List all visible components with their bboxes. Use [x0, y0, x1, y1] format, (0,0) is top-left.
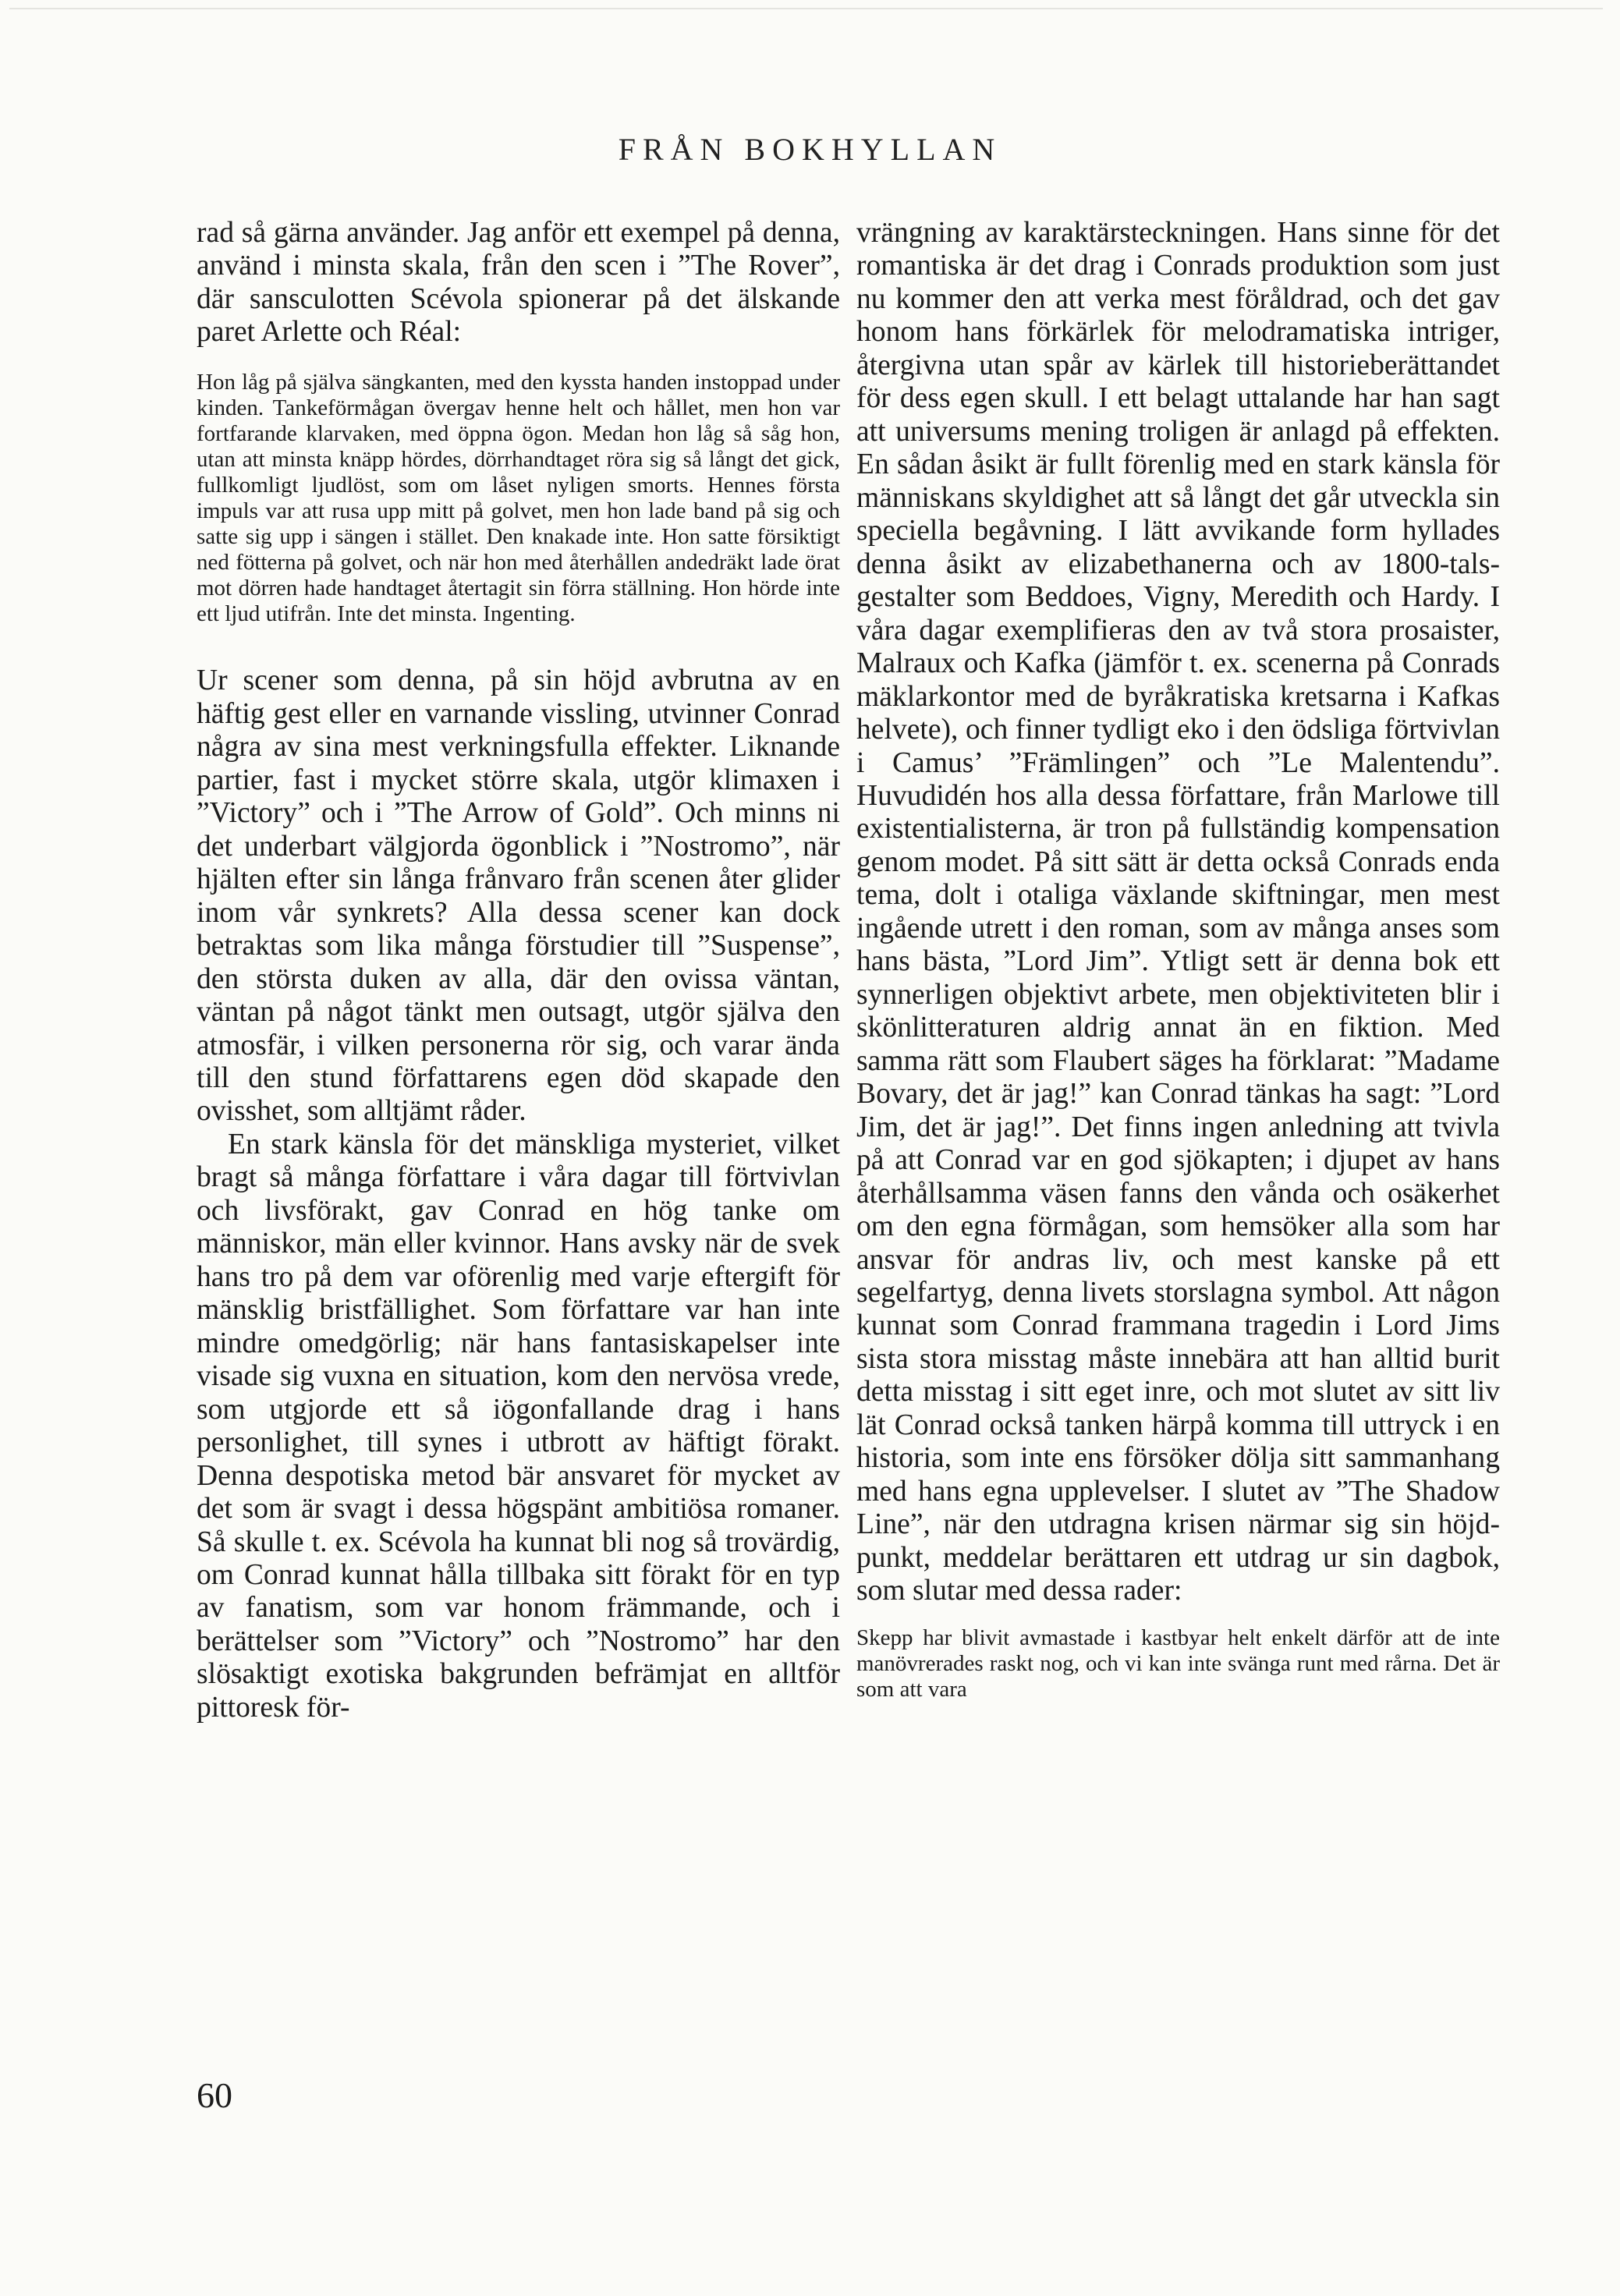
body-paragraph: rad så gärna använder. Jag anför ett exempel på denna, använd i minsta skala, från den scen i ”The Rover”, där sansculotten Scévola spionerar på det älskande paret Arlette och Réal:	[197, 217, 840, 349]
body-paragraph: vrängning av karaktärsteckningen. Hans sinne för det romantiska är det drag i Conrads produktion som just nu kommer den att verka mest föråldrad, och det gav honom hans förkärlek för melodramatiska intriger, återgivna utan spår av kärlek till historieberättandet för dess egen skull. I ett belagt uttalande har han sagt att universums mening troligen är anlagd på effekten. En sådan åsikt är fullt förenlig med en stark känsla för människans skyldighet att så långt det går utveckla sin speciella begåvning. I lätt avvikande form hyllades denna åsikt av elizabethanerna och av 1800-talsgestalter som Beddoes, Vigny, Meredith och Hardy. I våra dagar exemplifieras den av två stora prosaister, Malraux och Kafka (jämför t. ex. scenerna på Conrads mäklarkontor med de byråkratiska kretsarna i Kafkas helvete), och finner tydligt eko i den ödsliga förtvivlan i Camus’ ”Främlingen” och ”Le Malentendu”. Huvudidén hos alla dessa författare, från Marlowe till existentialisterna, är tron på fullständig kompensation genom modet. På sitt sätt är detta också Conrads enda tema, dolt i otaliga växlande skiftningar, men mest ingående utrett i den roman, som av många anses som hans bästa, ”Lord Jim”. Ytligt sett är denna bok ett synnerligen objektivt arbete, men objektiviteten blir i skönlitteraturen aldrig annat än en fiktion. Med samma rätt som Flaubert säges ha förklarat: ”Madame Bovary, det är jag!” kan Conrad tänkas ha sagt: ”Lord Jim, det är jag!”. Det finns ingen anledning att tvivla på att Conrad var en god sjökapten; i djupet av hans återhållsamma väsen fanns den vånda och osäkerhet om den egna förmågan, som hemsöker alla som har ansvar för andras liv, och mest kanske på ett segelfartyg, denna livets storslagna symbol. Att någon kunnat som Conrad frammana tragedin i Lord Jims sista stora misstag måste innebära att han alltid burit detta misstag i sitt eget inre, och mot slutet av sitt liv lät Conrad också tanken härpå komma till uttryck i en historia, som inte ens försöker dölja sitt sammanhang med hans egna upplevelser. I slutet av ”The Shadow Line”, när den utdragna krisen närmar sig sin höjdpunkt, meddelar berättaren ett utdrag ur sin dagbok, som slutar med dessa rader:	[856, 217, 1500, 1607]
running-title: FRÅN BOKHYLLAN	[618, 132, 1002, 167]
page-number: 60	[197, 2075, 232, 2115]
page-edge	[9, 8, 1603, 9]
body-paragraph: En stark känsla för det mänskliga mysteriet, vilket bragt så många författare i våra dagar till förtvivlan och livsförakt, gav Conrad en hög tanke om människor, män eller kvinnor. Hans avsky när de svek hans tro på dem var oförenlig med varje eftergift för mänsklig bristfällighet. Som författare var han inte mindre omedgörlig; när hans fantasiskapelser inte visade sig vuxna en situation, kom den nervösa vrede, som utgjorde ett så iögonfallande drag i hans personlighet, till synes i utbrott av häftigt förakt. Denna despotiska metod bär ansvaret för mycket av det som är svagt i dessa högspänt ambitiösa romaner. Så skulle t. ex. Scévola ha kunnat bli nog så trovärdig, om Conrad kunnat hålla tillbaka sitt förakt för en typ av fanatism, som var honom främmande, och i berättelser som ”Victory” och ”Nostromo” har den slösaktigt exotiska bakgrunden befrämjat en alltför pittoresk för-	[197, 1128, 840, 1724]
block-quote: Skepp har blivit avmastade i kastbyar helt enkelt därför att de inte manövrerades raskt nog, och vi kan inte svänga runt med rårna. Det är som att vara	[856, 1625, 1500, 1702]
right-column	[856, 217, 1500, 1703]
left-column	[197, 217, 840, 1724]
body-paragraph: Ur scener som denna, på sin höjd avbrutna av en häftig gest eller en varnande vissling, utvinner Conrad några av sina mest verkningsfulla effekter. Liknande partier, fast i mycket större skala, utgör klimaxen i ”Victory” och i ”The Arrow of Gold”. Och minns ni det underbart välgjorda ögonblick i ”Nostromo”, när hjälten efter sin långa frånvaro från scenen åter glider inom vår synkrets? Alla dessa scener kan dock betraktas som lika många förstudier till ”Suspense”, den största duken av alla, där den ovissa väntan, väntan på något tänkt men outsagt, utgör själva den atmosfär, i vilken personerna rör sig, och varar ända till den stund författarens egen död skapade den ovisshet, som alltjämt råder.	[197, 664, 840, 1128]
block-quote: Hon låg på själva sängkanten, med den kyssta handen instoppad under kinden. Tankeförmågan övergav henne helt och hållet, men hon var fortfarande klarvaken, med öppna ögon. Medan hon låg så såg hon, utan att minsta knäpp hördes, dörrhandtaget röra sig så långt det gick, fullkomligt ljudlöst, som om låset nyligen smorts. Hennes första impuls var att rusa upp mitt på golvet, men hon lade band på sig och satte sig upp i sängen i stället. Den knakade inte. Hon satte försiktigt ned fötterna på golvet, och när hon med återhållen andedräkt lade örat mot dörren hade handtaget återtagit sin förra ställning. Hon hörde inte ett ljud utifrån. Inte det minsta. Ingenting.	[197, 369, 840, 627]
